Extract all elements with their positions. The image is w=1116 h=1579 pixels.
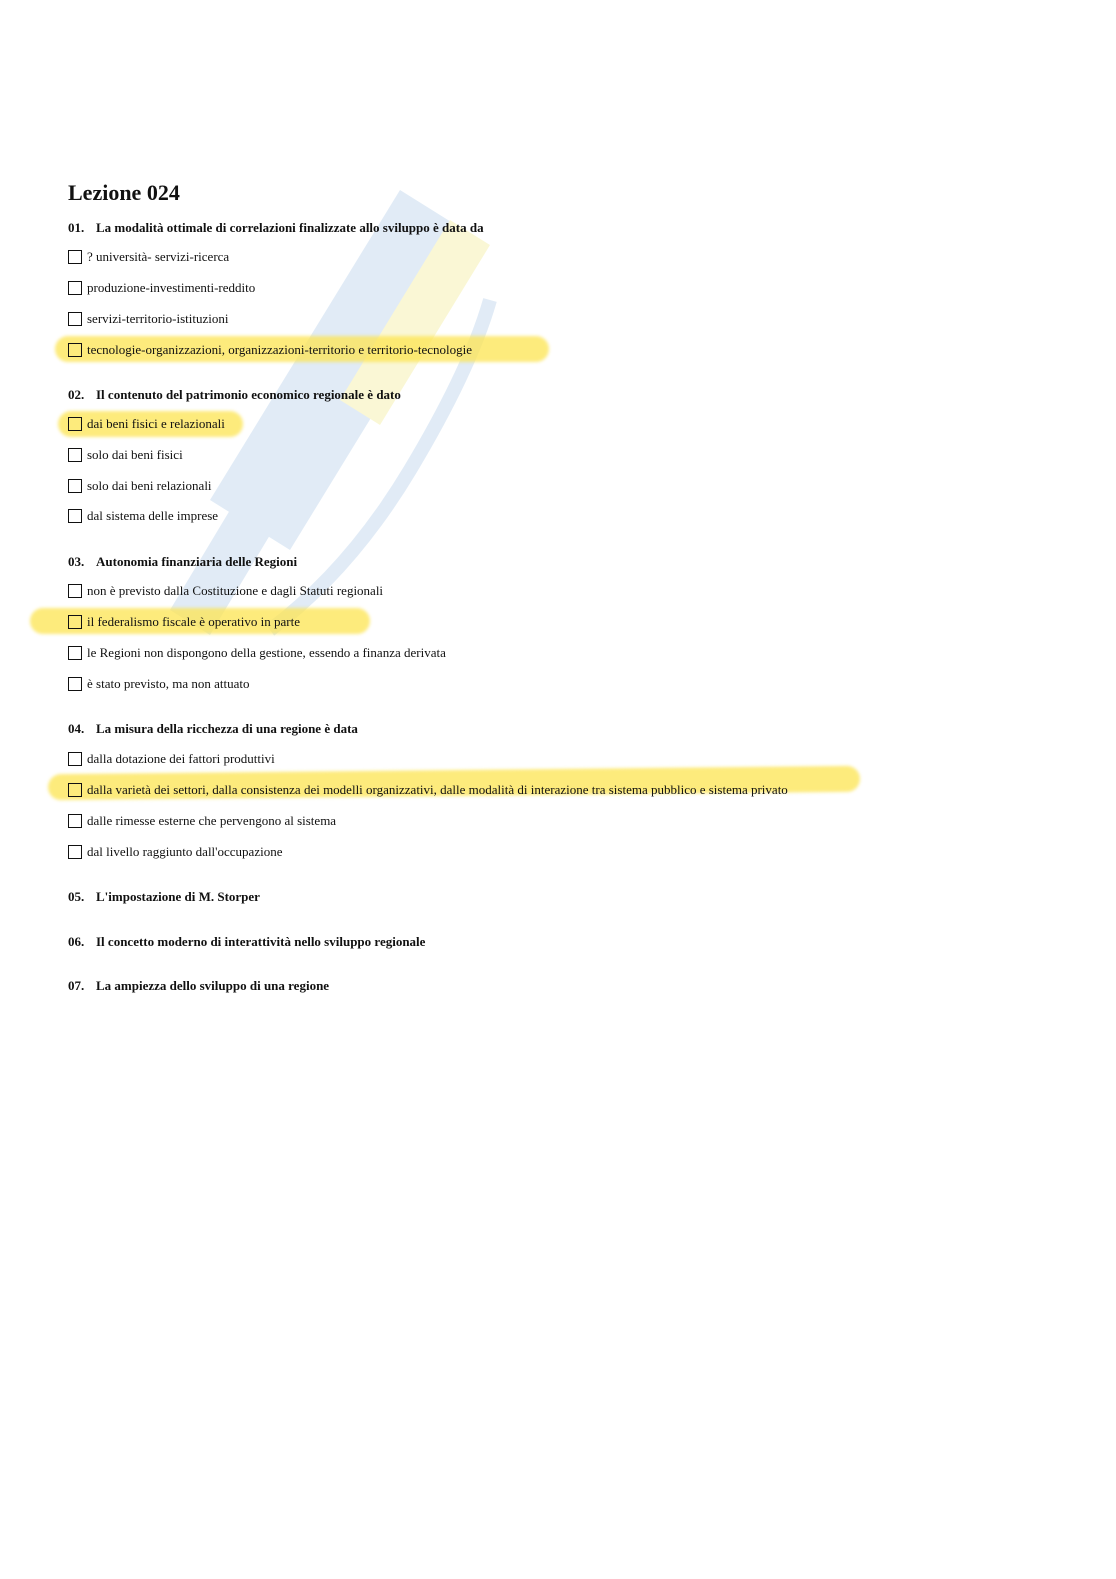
question-number: 07.: [68, 978, 85, 993]
option-label: dal sistema delle imprese: [87, 508, 219, 523]
option-row: [68, 781, 788, 799]
option-checkbox[interactable]: [68, 343, 82, 357]
question-number: 02.: [68, 387, 85, 402]
question-02: [68, 387, 401, 403]
option-label: dalla varietà dei settori, dalla consistenza dei modelli organizzativi, dalle modalità di interazione tra sistema pubblico e sistema privato: [87, 782, 788, 797]
option-checkbox[interactable]: [68, 250, 82, 264]
option-checkbox[interactable]: [68, 584, 82, 598]
question-number: 01.: [68, 220, 85, 235]
option-row: [68, 582, 383, 600]
option-row: [68, 310, 229, 328]
question-text: Il concetto moderno di interattività nello sviluppo regionale: [96, 934, 426, 949]
question-text: L'impostazione di M. Storper: [96, 889, 260, 904]
option-label: tecnologie-organizzazioni, organizzazioni-territorio e territorio-tecnologie: [87, 342, 473, 357]
option-row: [68, 750, 275, 768]
option-row: [68, 613, 300, 631]
question-06: [68, 934, 425, 950]
question-number: 06.: [68, 934, 85, 949]
question-01: [68, 220, 484, 236]
question-text: Autonomia finanziaria delle Regioni: [96, 554, 298, 569]
option-row: [68, 341, 472, 359]
option-checkbox[interactable]: [68, 677, 82, 691]
option-row: [68, 477, 212, 495]
option-row: [68, 812, 336, 830]
option-checkbox[interactable]: [68, 448, 82, 462]
option-label: il federalismo fiscale è operativo in parte: [87, 614, 300, 629]
option-checkbox[interactable]: [68, 281, 82, 295]
option-label: solo dai beni fisici: [87, 447, 183, 462]
question-text: La modalità ottimale di correlazioni finalizzate allo sviluppo è data da: [96, 220, 484, 235]
question-number: 04.: [68, 721, 85, 736]
option-checkbox[interactable]: [68, 479, 82, 493]
option-label: ? università- servizi-ricerca: [87, 249, 230, 264]
question-07: [68, 978, 329, 994]
option-checkbox[interactable]: [68, 312, 82, 326]
option-row: [68, 675, 249, 693]
option-checkbox[interactable]: [68, 509, 82, 523]
option-row: [68, 843, 282, 861]
option-label: produzione-investimenti-reddito: [87, 280, 256, 295]
option-label: solo dai beni relazionali: [87, 478, 212, 493]
option-label: dal livello raggiunto dall'occupazione: [87, 844, 283, 859]
option-label: è stato previsto, ma non attuato: [87, 676, 250, 691]
option-row: [68, 415, 225, 433]
question-number: 05.: [68, 889, 85, 904]
question-number: 03.: [68, 554, 85, 569]
option-checkbox[interactable]: [68, 814, 82, 828]
question-04: [68, 721, 358, 737]
question-text: La misura della ricchezza di una regione è data: [96, 721, 358, 736]
option-checkbox[interactable]: [68, 615, 82, 629]
question-05: [68, 889, 260, 905]
option-label: dalle rimesse esterne che pervengono al sistema: [87, 813, 337, 828]
option-label: non è previsto dalla Costituzione e dagli Statuti regionali: [87, 583, 384, 598]
option-checkbox[interactable]: [68, 845, 82, 859]
option-row: [68, 644, 446, 662]
option-label: dalla dotazione dei fattori produttivi: [87, 751, 275, 766]
question-text: La ampiezza dello sviluppo di una regione: [96, 978, 330, 993]
option-label: servizi-territorio-istituzioni: [87, 311, 229, 326]
option-label: dai beni fisici e relazionali: [87, 416, 225, 431]
option-row: [68, 248, 229, 266]
option-row: [68, 507, 218, 525]
option-row: [68, 446, 183, 464]
option-row: [68, 279, 255, 297]
page-title: Lezione 024: [68, 180, 180, 205]
option-checkbox[interactable]: [68, 783, 82, 797]
option-label: le Regioni non dispongono della gestione, essendo a finanza derivata: [87, 645, 446, 660]
question-text: Il contenuto del patrimonio economico regionale è dato: [96, 387, 401, 402]
question-03: [68, 554, 297, 570]
option-checkbox[interactable]: [68, 417, 82, 431]
option-checkbox[interactable]: [68, 646, 82, 660]
option-checkbox[interactable]: [68, 752, 82, 766]
